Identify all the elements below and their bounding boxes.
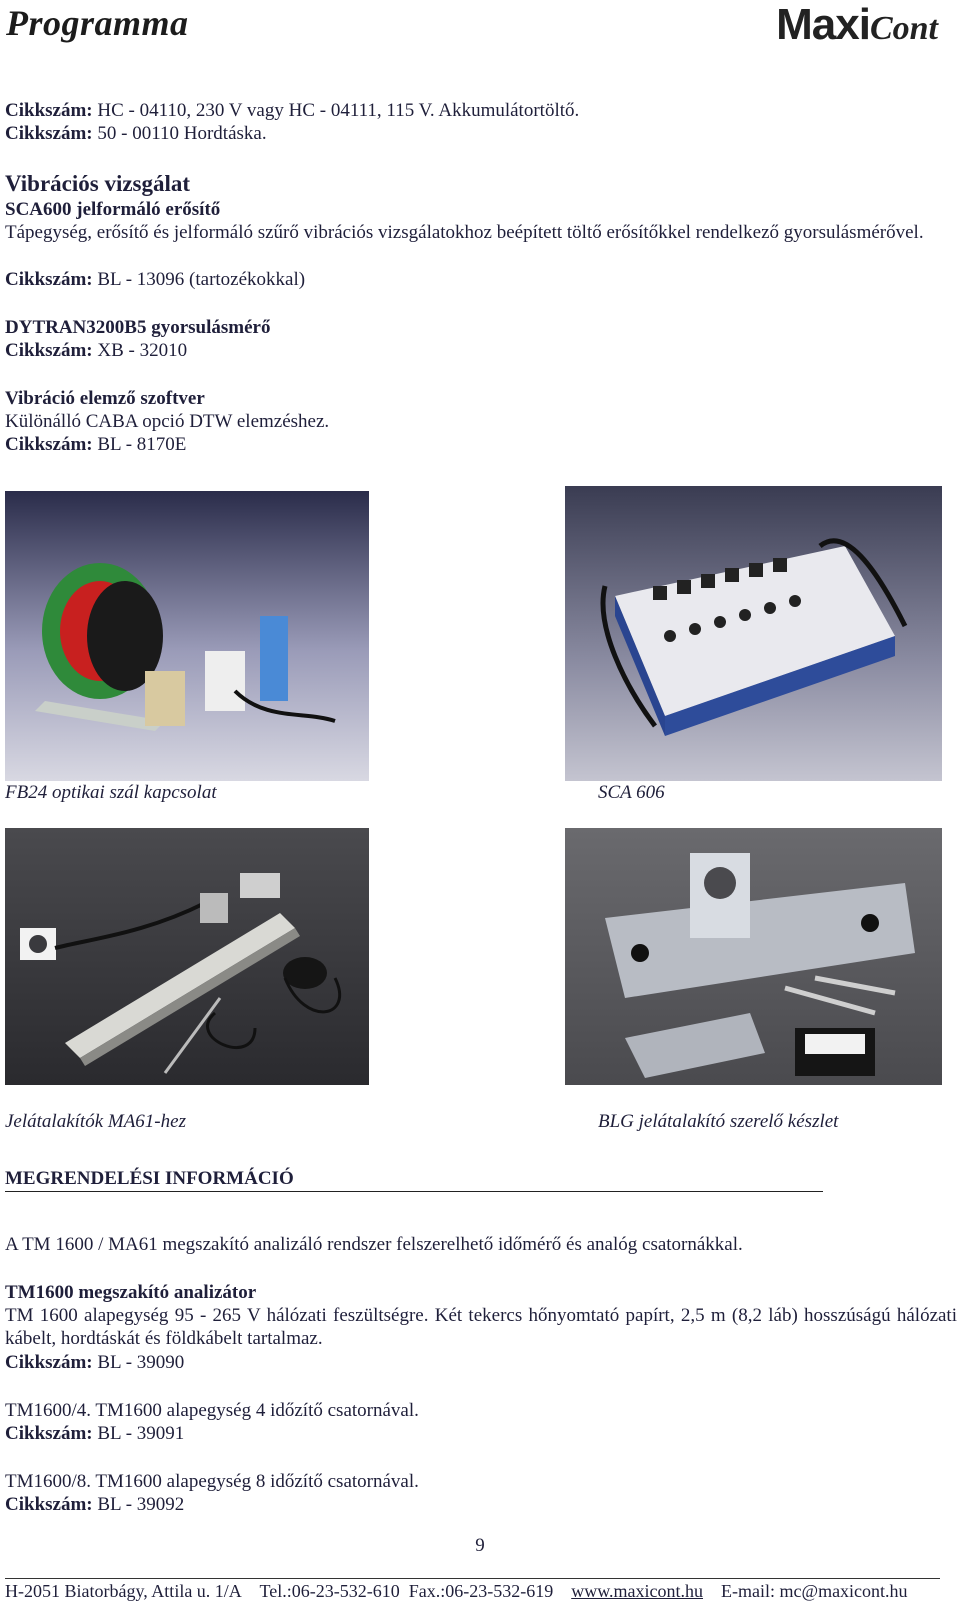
code-value: XB - 32010 <box>92 340 188 361</box>
tm1600-4-code <box>5 1422 184 1445</box>
photo-blg-mounting-kit <box>565 828 942 1085</box>
maxicont-logo <box>776 0 938 49</box>
code-value: 50 - 00110 Hordtáska. <box>92 123 267 144</box>
code-label: Cikkszám: <box>5 100 93 121</box>
tm1600-title: TM1600 megszakító analizátor <box>5 1282 257 1303</box>
sca600-title: SCA600 jelformáló erősítő <box>5 199 221 220</box>
software-description: Különálló CABA opció DTW elemzéshez. <box>5 411 330 432</box>
software-code <box>5 433 186 456</box>
caption-fb24: FB24 optikai szál kapcsolat <box>5 782 217 803</box>
sca600-code <box>5 268 305 291</box>
footer-address: H-2051 Biatorbágy, Attila u. 1/A <box>5 1581 242 1601</box>
code-label: Cikkszám: <box>5 1423 93 1444</box>
code-value: BL - 8170E <box>92 434 187 455</box>
footer-email[interactable]: E-mail: mc@maxicont.hu <box>721 1581 908 1601</box>
order-intro: A TM 1600 / MA61 megszakító analizáló rendszer felszerelhető időmérő és analóg csatornákkal. <box>5 1234 743 1255</box>
accessory-line-charger <box>5 99 579 122</box>
accessory-line-case <box>5 122 267 145</box>
code-label: Cikkszám: <box>5 340 93 361</box>
page-number: 9 <box>475 1535 485 1556</box>
page-title: Programma <box>6 3 189 43</box>
software-title: Vibráció elemző szoftver <box>5 388 205 409</box>
tm1600-code <box>5 1351 184 1374</box>
code-label: Cikkszám: <box>5 123 93 144</box>
caption-transducers-ma61: Jelátalakítók MA61-hez <box>5 1111 186 1132</box>
logo-cont-text: Cont <box>869 10 938 47</box>
logo-maxi-text: Maxi <box>776 0 870 49</box>
code-value: HC - 04110, 230 V vagy HC - 04111, 115 V. Akkumulátortöltő. <box>92 100 580 121</box>
caption-sca606: SCA 606 <box>598 782 665 803</box>
footer-contact <box>5 1581 908 1602</box>
code-value: BL - 13096 (tartozékokkal) <box>92 269 306 290</box>
code-label: Cikkszám: <box>5 1352 93 1373</box>
photo-fb24-fiber-optic <box>5 491 369 781</box>
tm1600-8-description: TM1600/8. TM1600 alapegység 8 időzítő csatornával. <box>5 1471 419 1492</box>
code-value: BL - 39092 <box>92 1494 185 1515</box>
tm1600-description: TM 1600 alapegység 95 - 265 V hálózati feszültségre. Két tekercs hőnyomtató papírt, 2,5 m (8,2 láb) hosszúságú hálózati kábelt, hordtáskát és földkábelt tartalmaz. <box>5 1305 957 1349</box>
footer-phone: Tel.:06-23-532-610 <box>259 1581 400 1601</box>
dytran-code <box>5 339 187 362</box>
code-label: Cikkszám: <box>5 434 93 455</box>
caption-blg-kit: BLG jelátalakító szerelő készlet <box>598 1111 839 1132</box>
code-label: Cikkszám: <box>5 1494 93 1515</box>
dytran-title: DYTRAN3200B5 gyorsulásmérő <box>5 317 271 338</box>
tm1600-4-description: TM1600/4. TM1600 alapegység 4 időzítő csatornával. <box>5 1400 419 1421</box>
order-info-heading: MEGRENDELÉSI INFORMÁCIÓ <box>5 1168 823 1192</box>
photo-transducers-ma61 <box>5 828 369 1085</box>
code-label: Cikkszám: <box>5 269 93 290</box>
code-value: BL - 39090 <box>92 1352 185 1373</box>
photo-sca-606 <box>565 486 942 781</box>
footer-website-link[interactable]: www.maxicont.hu <box>571 1581 704 1601</box>
footer-divider <box>5 1578 940 1579</box>
sca600-description: Tápegység, erősítő és jelformáló szűrő vibrációs vizsgálatokhoz beépített töltő erősítőkkel rendelkező gyorsulásmérővel. <box>5 222 924 243</box>
footer-fax: Fax.:06-23-532-619 <box>408 1581 554 1601</box>
tm1600-8-code <box>5 1493 184 1516</box>
vibration-heading: Vibrációs vizsgálat <box>5 171 191 196</box>
code-value: BL - 39091 <box>92 1423 185 1444</box>
